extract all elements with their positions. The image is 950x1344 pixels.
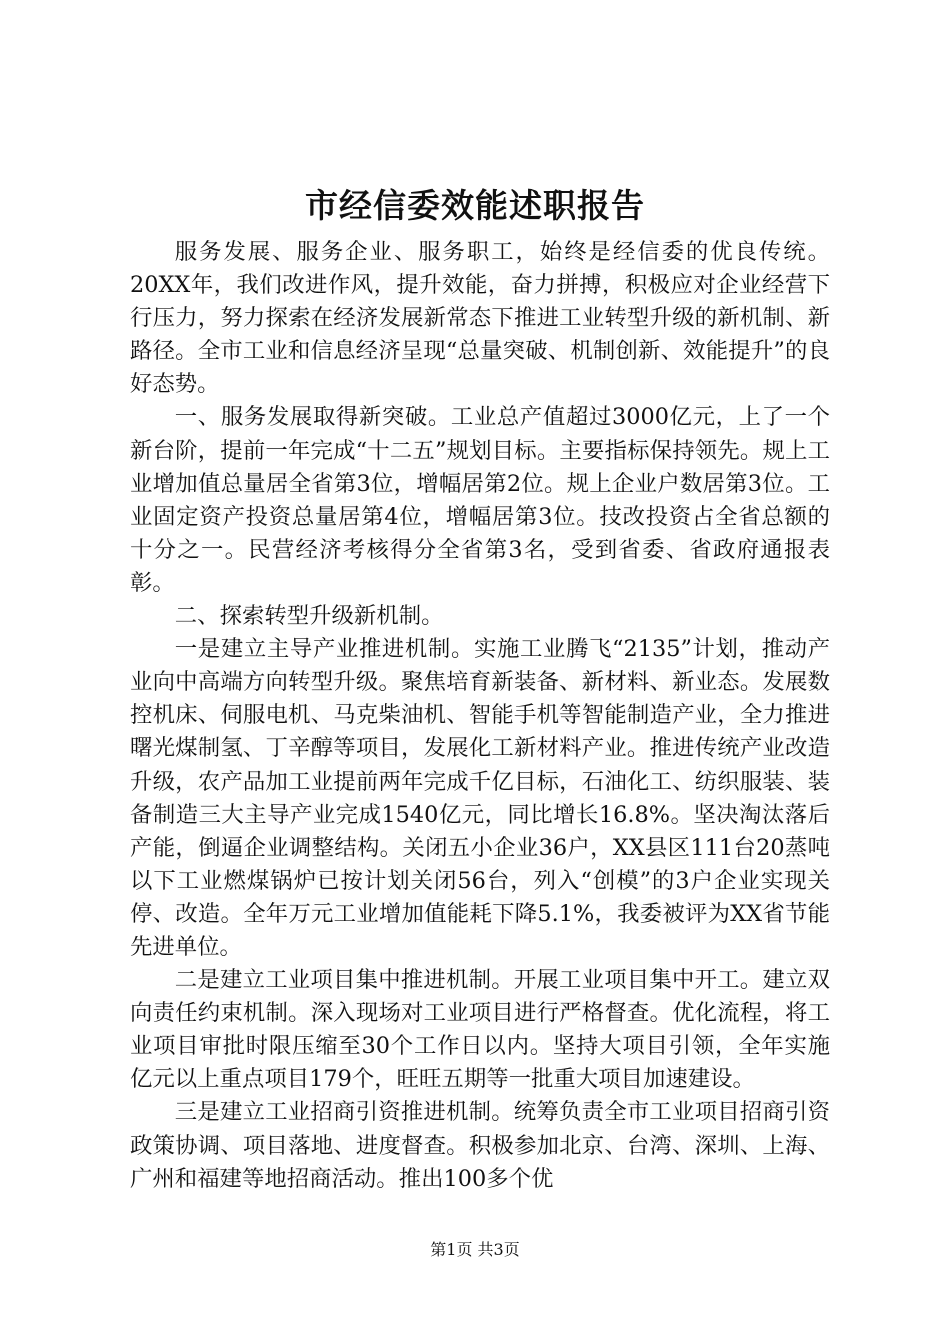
paragraph-item-1: 一是建立主导产业推进机制。实施工业腾飞“2135”计划，推动产业向中高端方向转型升级。聚焦培育新装备、新材料、新业态。发展数控机床、伺服电机、马克柴油机、智能手机等智能制造产业，全力推进曙光煤制氢、丁辛醇等项目，发展化工新材料产业。推进传统产业改造升级，农产品加工业提前两年完成千亿目标，石油化工、纺织服装、装备制造三大主导产业完成1540亿元，同比增长16.8%。坚决淘汰落后产能，倒逼企业调整结构。关闭五小企业36户，XX县区111台20蒸吨以下工业燃煤锅炉已按计划关闭56台，列入“创模”的3户企业实现关停、改造。全年万元工业增加值能耗下降5.1%，我委被评为XX省节能先进单位。 — [130, 636, 830, 960]
document-title: 市经信委效能述职报告 — [305, 186, 645, 225]
paragraph-item-2: 二是建立工业项目集中推进机制。开展工业项目集中开工。建立双向责任约束机制。深入现场对工业项目进行严格督查。优化流程，将工业项目审批时限压缩至30个工作日以内。坚持大项目引领，全年实施亿元以上重点项目179个，旺旺五期等一批重大项目加速建设。 — [130, 967, 830, 1093]
paragraph-section-2-heading: 二、探索转型升级新机制。 — [174, 603, 444, 630]
paragraph-intro: 服务发展、服务企业、服务职工，始终是经信委的优良传统。20XX年，我们改进作风，提升效能，奋力拼搏，积极应对企业经营下行压力，努力探索在经济发展新常态下推进工业转型升级的新机制、新路径。全市工业和信息经济呈现“总量突破、机制创新、效能提升”的良好态势。 — [130, 239, 830, 398]
paragraph-item-3: 三是建立工业招商引资推进机制。统筹负责全市工业项目招商引资政策协调、项目落地、进度督查。积极参加北京、台湾、深圳、上海、广州和福建等地招商活动。推出100多个优 — [130, 1099, 830, 1192]
paragraph-section-1: 一、服务发展取得新突破。工业总产值超过3000亿元，上了一个新台阶，提前一年完成“十二五”规划目标。主要指标保持领先。规上工业增加值总量居全省第3位，增幅居第2位。规上企业户数居第3位。工业固定资产投资总量居第4位，增幅居第3位。技改投资占全省总额的十分之一。民营经济考核得分全省第3名，受到省委、省政府通报表彰。 — [130, 404, 830, 596]
document-body — [130, 236, 830, 1196]
page-footer: 第1页 共3页 — [430, 1240, 520, 1259]
